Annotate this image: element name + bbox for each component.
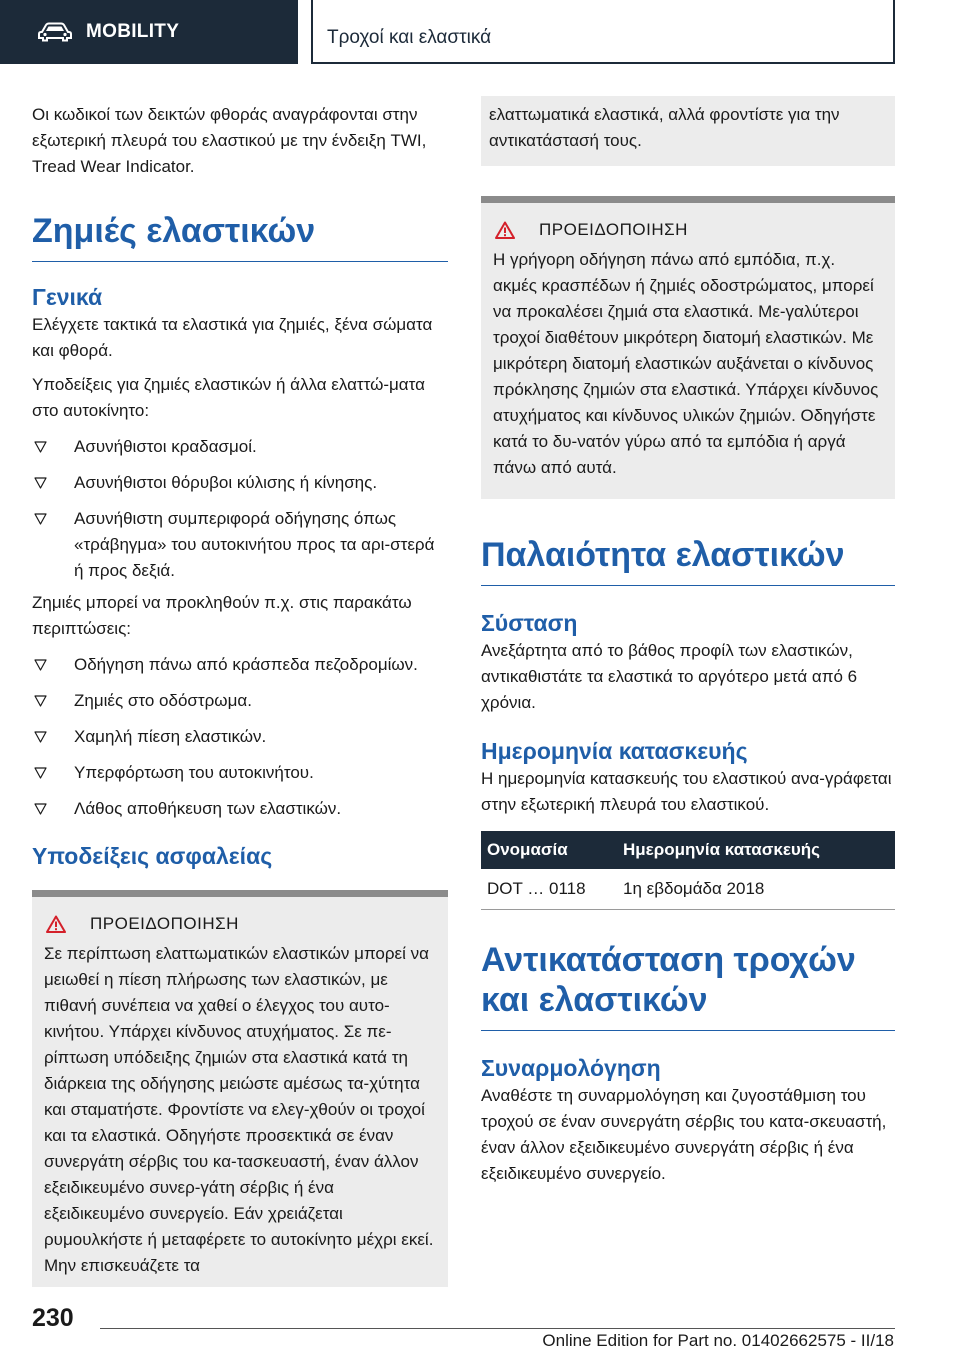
intro-paragraph: Οι κωδικοί των δεικτών φθοράς αναγράφονται στην εξωτερική πλευρά του ελαστικού με την ένδειξη TWI, Tread Wear Indicator. bbox=[32, 105, 427, 176]
warning-box-right bbox=[481, 196, 895, 499]
list-item-text: Ασυνήθιστοι θόρυβοι κύλισης ή κίνησης. bbox=[74, 473, 378, 492]
page-number: 230 bbox=[32, 1304, 74, 1332]
warning-text: Η γρήγορη οδήγηση πάνω από εμπόδια, π.χ. ακμές κρασπέδων ή ζημιές οδοστρώματος, μπορεί να προκαλέσει ζημιά στα ελαστικά. Με-γαλύτεροι τροχοί διαθέτουν μικρότερη διατομή ελαστικών. Με μικρότερη διατομή ελαστικών αυξάνεται ο κίνδυνος πρόκλησης ζημιών στα ελαστικά. Υπάρχει κίνδυνος ατυχήματος και κίνδυνος υλικών ζημιών. Οδηγήστε κατά το δυ-νατόν γύρω από τα εμπόδια ή αργά πάνω από αυτά. bbox=[493, 250, 879, 477]
warning-title: ΠΡΟΕΙΔΟΠΟΙΗΣΗ bbox=[90, 914, 239, 933]
bullet-triangle-icon bbox=[34, 767, 47, 779]
list-item bbox=[32, 652, 448, 678]
bullet-triangle-icon bbox=[34, 659, 47, 671]
footer-divider bbox=[100, 1328, 895, 1329]
heading-tire-age: Παλαιότητα ελαστικών bbox=[481, 535, 895, 586]
table-header-designation: Ονομασία bbox=[481, 831, 617, 869]
signs-paragraph: Υποδείξεις για ζημιές ελαστικών ή άλλα ελαττώ-ματα στο αυτοκίνητο: bbox=[32, 375, 425, 420]
warning-text: Σε περίπτωση ελαττωματικών ελαστικών μπορεί να μειωθεί η πίεση πλήρωσης των ελαστικών, με πιθανή συνέπεια να χαθεί ο έλεγχος του αυτο-κινήτου. Υπάρχει κίνδυνος ατυχήματος. Σε πε-ρίπτωση υπόδειξης ζημιών στα ελαστικά κατά τη διάρκεια της οδήγησης μειώστε αμέσως τα-χύτητα και σταματήστε. Φροντίστε να ελεγ-χθούν οι τροχοί και τα ελαστικά. Οδηγήστε προσεκτικά σε έναν συνεργάτη σέρβις του κα-τασκευαστή, έναν άλλον εξειδικευμένο συνερ-γάτη σέρβις ή ένα εξειδικευμένο συνεργείο. Εάν χρειάζεται ρυμουλκήστε ή μεταφέρετε το αυτοκίνητο μέχρι εκεί. Μην επισκευάζετε τα bbox=[44, 944, 434, 1275]
footer-edition: Online Edition for Part no. 01402662575 - II/18 bbox=[542, 1331, 894, 1350]
heading-general: Γενικά bbox=[32, 284, 103, 310]
heading-replacement: Αντικατάσταση τροχών και ελαστικών bbox=[481, 940, 895, 1031]
list-item-text: Χαμηλή πίεση ελαστικών. bbox=[74, 727, 267, 746]
warning-continuation-text: ελαττωματικά ελαστικά, αλλά φροντίστε για την αντικατάστασή τους. bbox=[489, 105, 840, 150]
list-item bbox=[32, 760, 448, 786]
general-paragraph: Ελέγχετε τακτικά τα ελαστικά για ζημιές, ξένα σώματα και φθορά. bbox=[32, 315, 433, 360]
list-item bbox=[32, 724, 448, 750]
table-row bbox=[481, 869, 895, 910]
list-item-text: Ζημιές στο οδόστρωμα. bbox=[74, 691, 252, 710]
bullet-triangle-icon bbox=[34, 695, 47, 707]
causes-paragraph: Ζημιές μπορεί να προκληθούν π.χ. στις παρακάτω περιπτώσεις: bbox=[32, 593, 412, 638]
warning-continuation-box bbox=[481, 96, 895, 166]
warning-title: ΠΡΟΕΙΔΟΠΟΙΗΣΗ bbox=[539, 220, 688, 239]
car-icon bbox=[38, 22, 72, 42]
mounting-paragraph: Αναθέστε τη συναρμολόγηση και ζυγοστάθμιση του τροχού σε έναν συνεργάτη σέρβις του κατα-σκευαστή, έναν άλλον εξειδικευμένο συνεργάτη σέρβις ή ένα εξειδικευμένο συνεργείο. bbox=[481, 1086, 887, 1183]
chapter-title: Τροχοί και ελαστικά bbox=[327, 27, 492, 48]
bullet-triangle-icon bbox=[34, 477, 47, 489]
heading-safety: Υποδείξεις ασφαλείας bbox=[32, 843, 273, 869]
list-item-text: Ασυνήθιστοι κραδασμοί. bbox=[74, 437, 257, 456]
recommendation-paragraph: Ανεξάρτητα από το βάθος προφίλ των ελαστικών, αντικαθιστάτε τα ελαστικά το αργότερο μετά από 6 χρόνια. bbox=[481, 641, 858, 712]
signs-list bbox=[32, 434, 448, 584]
table-header-date: Ημερομηνία κατασκευής bbox=[617, 831, 895, 869]
causes-list bbox=[32, 652, 448, 822]
warning-triangle-icon bbox=[495, 221, 515, 239]
list-item-text: Ασυνήθιστη συμπεριφορά οδήγησης όπως «τράβηγμα» του αυτοκινήτου προς τα αρι-στερά ή προς δεξιά. bbox=[74, 509, 435, 580]
warning-triangle-icon bbox=[46, 915, 66, 933]
right-column bbox=[481, 102, 895, 1187]
list-item bbox=[32, 506, 448, 584]
bullet-triangle-icon bbox=[34, 513, 47, 525]
table-cell-week: 1η εβδομάδα 2018 bbox=[617, 869, 895, 910]
list-item bbox=[32, 796, 448, 822]
list-item bbox=[32, 688, 448, 714]
list-item-text: Λάθος αποθήκευση των ελαστικών. bbox=[74, 799, 342, 818]
bullet-triangle-icon bbox=[34, 731, 47, 743]
list-item bbox=[32, 470, 448, 496]
heading-manufacture-date: Ημερομηνία κατασκευής bbox=[481, 738, 748, 764]
left-column bbox=[32, 102, 448, 1287]
heading-mounting: Συναρμολόγηση bbox=[481, 1055, 661, 1081]
list-item-text: Οδήγηση πάνω από κράσπεδα πεζοδρομίων. bbox=[74, 655, 418, 674]
list-item-text: Υπερφόρτωση του αυτοκινήτου. bbox=[74, 763, 314, 782]
manufacture-date-paragraph: Η ημερομηνία κατασκευής του ελαστικού ανα-γράφεται στην εξωτερική πλευρά του ελαστικού. bbox=[481, 769, 892, 814]
warning-box-left bbox=[32, 890, 448, 1287]
header-chapter-tab bbox=[311, 0, 895, 64]
table-cell-dot: DOT … 0118 bbox=[481, 869, 617, 910]
heading-tire-damage: Ζημιές ελαστικών bbox=[32, 211, 448, 262]
list-item bbox=[32, 434, 448, 460]
heading-recommendation: Σύσταση bbox=[481, 610, 578, 636]
bullet-triangle-icon bbox=[34, 441, 47, 453]
header-section-tab bbox=[0, 0, 298, 64]
bullet-triangle-icon bbox=[34, 803, 47, 815]
section-label: MOBILITY bbox=[86, 21, 180, 42]
manufacture-date-table bbox=[481, 831, 895, 910]
